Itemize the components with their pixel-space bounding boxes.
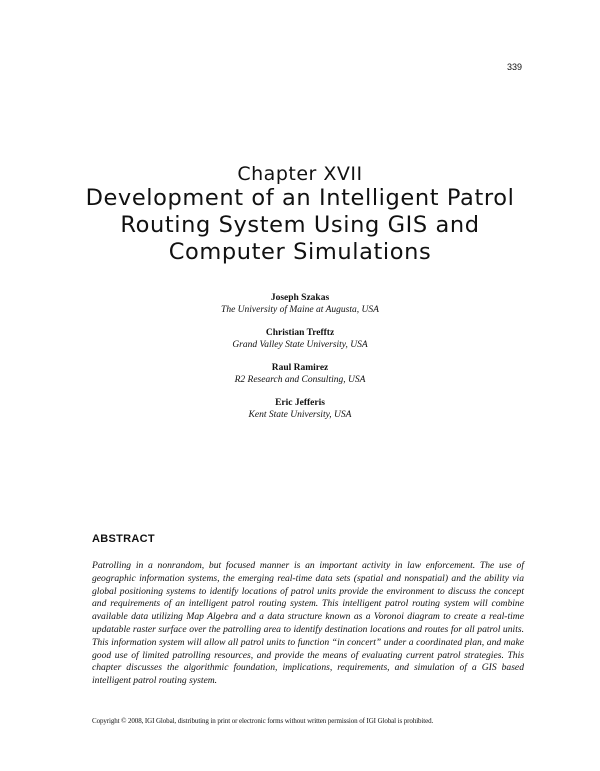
author-name: Joseph Szakas xyxy=(270,293,330,303)
author-block xyxy=(0,327,600,351)
author-block xyxy=(0,362,600,386)
abstract-body: Patrolling in a nonrandom, but focused manner is an important activity in law enforcement. The use of geographic information systems, the emerging real-time data sets (spatial and nonspatial) and the ability via global positioning systems to identify locations of patrol units provide the environment to discuss the concept and requirements of an intelligent patrol routing system. This intelligent patrol routing system will combine available data utilizing Map Algebra and a data structure known as a Voronoi diagram to create a real-time updatable raster surface over the patrolling area to identify destination locations and routes for all patrol units. This information system will allow all patrol units to function “in concert” under a coordinated plan, and make good use of limited patrolling resources, and provide the means of evaluating current patrol strategies. This chapter discusses the algorithmic foundation, implications, requirements, and simulation of a GIS based intelligent patrol routing system. xyxy=(92,560,524,687)
author-name: Eric Jefferis xyxy=(275,398,325,408)
author-affiliation: R2 Research and Consulting, USA xyxy=(234,375,366,385)
abstract-heading: ABSTRACT xyxy=(92,533,155,545)
author-name: Raul Ramirez xyxy=(271,363,329,373)
author-affiliation: The University of Maine at Augusta, USA xyxy=(221,305,379,315)
chapter-title: Development of an Intelligent Patrol Routing System Using GIS and Computer Simulations xyxy=(85,185,515,265)
author-affiliation: Kent State University, USA xyxy=(248,410,352,420)
chapter-label: Chapter XVII xyxy=(237,163,363,185)
author-block xyxy=(0,397,600,421)
author-affiliation: Grand Valley State University, USA xyxy=(232,340,368,350)
copyright-notice: Copyright © 2008, IGI Global, distributing in print or electronic forms without written permission of IGI Global is prohibited. xyxy=(92,717,434,725)
author-name: Christian Trefftz xyxy=(265,328,335,338)
author-block xyxy=(0,292,600,316)
page-number: 339 xyxy=(506,62,522,72)
author-list xyxy=(0,292,600,432)
